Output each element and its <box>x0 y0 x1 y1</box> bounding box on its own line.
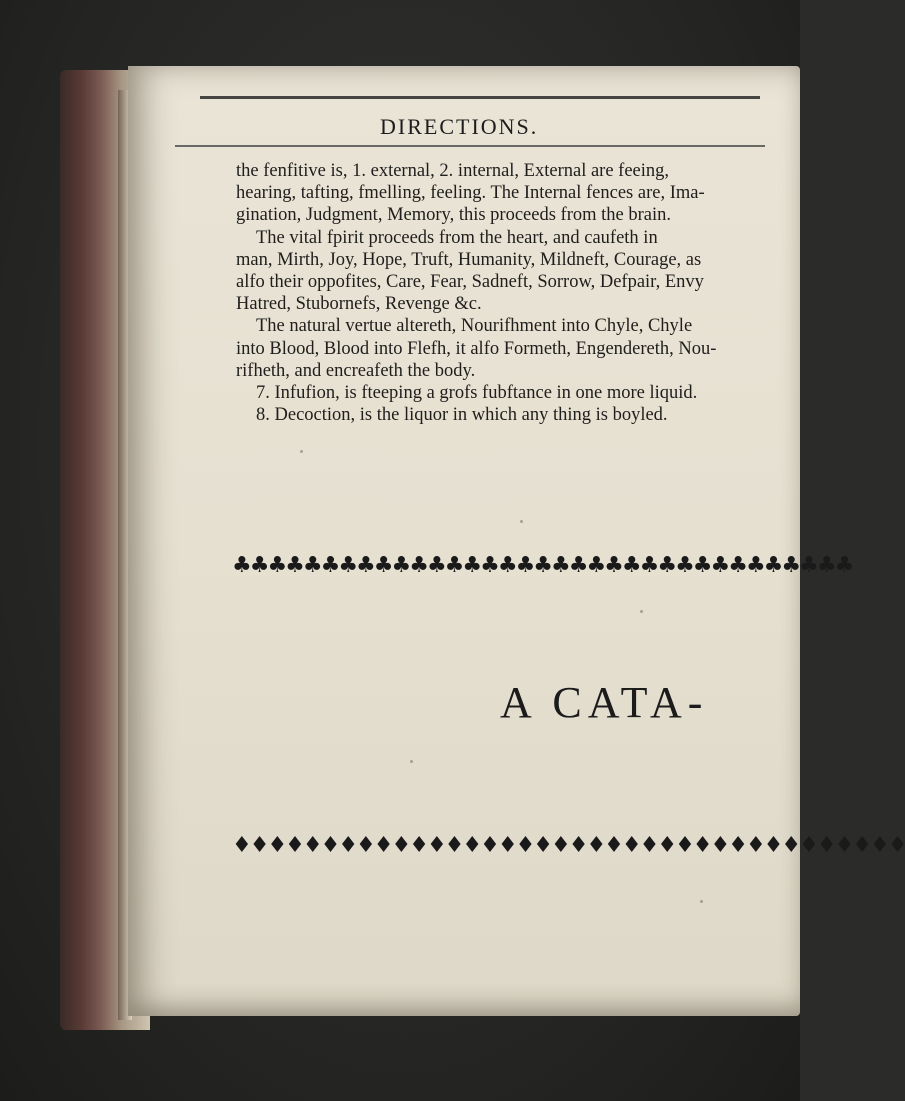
text-line: The vital fpirit proceeds from the heart, and caufeth in <box>256 227 658 248</box>
paper-speck <box>640 610 643 613</box>
text-line: hearing, tafting, fmelling, feeling. The Internal fences are, Ima- <box>236 183 705 204</box>
running-head: DIRECTIONS. <box>380 114 539 139</box>
text-line: 7. Infufion, is fteeping a grofs fubftance in one more liquid. <box>256 383 698 404</box>
ornament-band-top: ♣♣♣♣♣♣♣♣♣♣♣♣♣♣♣♣♣♣♣♣♣♣♣♣♣♣♣♣♣♣♣♣♣♣♣ <box>232 553 853 578</box>
text-line: The natural vertue altereth, Nourifhment into Chyle, Chyle <box>256 316 693 337</box>
body-text <box>236 160 776 426</box>
paper-speck <box>520 520 523 523</box>
text-line: 8. Decoction, is the liquor in which any thing is boyled. <box>256 405 668 426</box>
text-line: alfo their oppofites, Care, Fear, Sadneft, Sorrow, Defpair, Envy <box>236 272 704 293</box>
section-heading: A CATA- <box>500 678 709 727</box>
text-line: the fenfitive is, 1. external, 2. internal, External are feeing, <box>236 161 670 181</box>
text-line: rifheth, and encreafeth the body. <box>236 360 476 381</box>
ornament-band-bottom: ♦♦♦♦♦♦♦♦♦♦♦♦♦♦♦♦♦♦♦♦♦♦♦♦♦♦♦♦♦♦♦♦♦♦♦♦♦♦ <box>232 833 905 858</box>
text-line: Hatred, Stubornefs, Revenge &c. <box>236 294 482 315</box>
header-rule <box>175 145 765 147</box>
paper-speck <box>300 450 303 453</box>
paper-speck <box>700 900 703 903</box>
top-rule <box>200 96 760 99</box>
paper-speck <box>410 760 413 763</box>
text-line: into Blood, Blood into Flefh, it alfo Formeth, Engendereth, Nou- <box>236 338 717 359</box>
text-line: gination, Judgment, Memory, this proceeds from the brain. <box>236 205 672 226</box>
text-line: man, Mirth, Joy, Hope, Truft, Humanity, Mildneft, Courage, as <box>236 249 702 270</box>
